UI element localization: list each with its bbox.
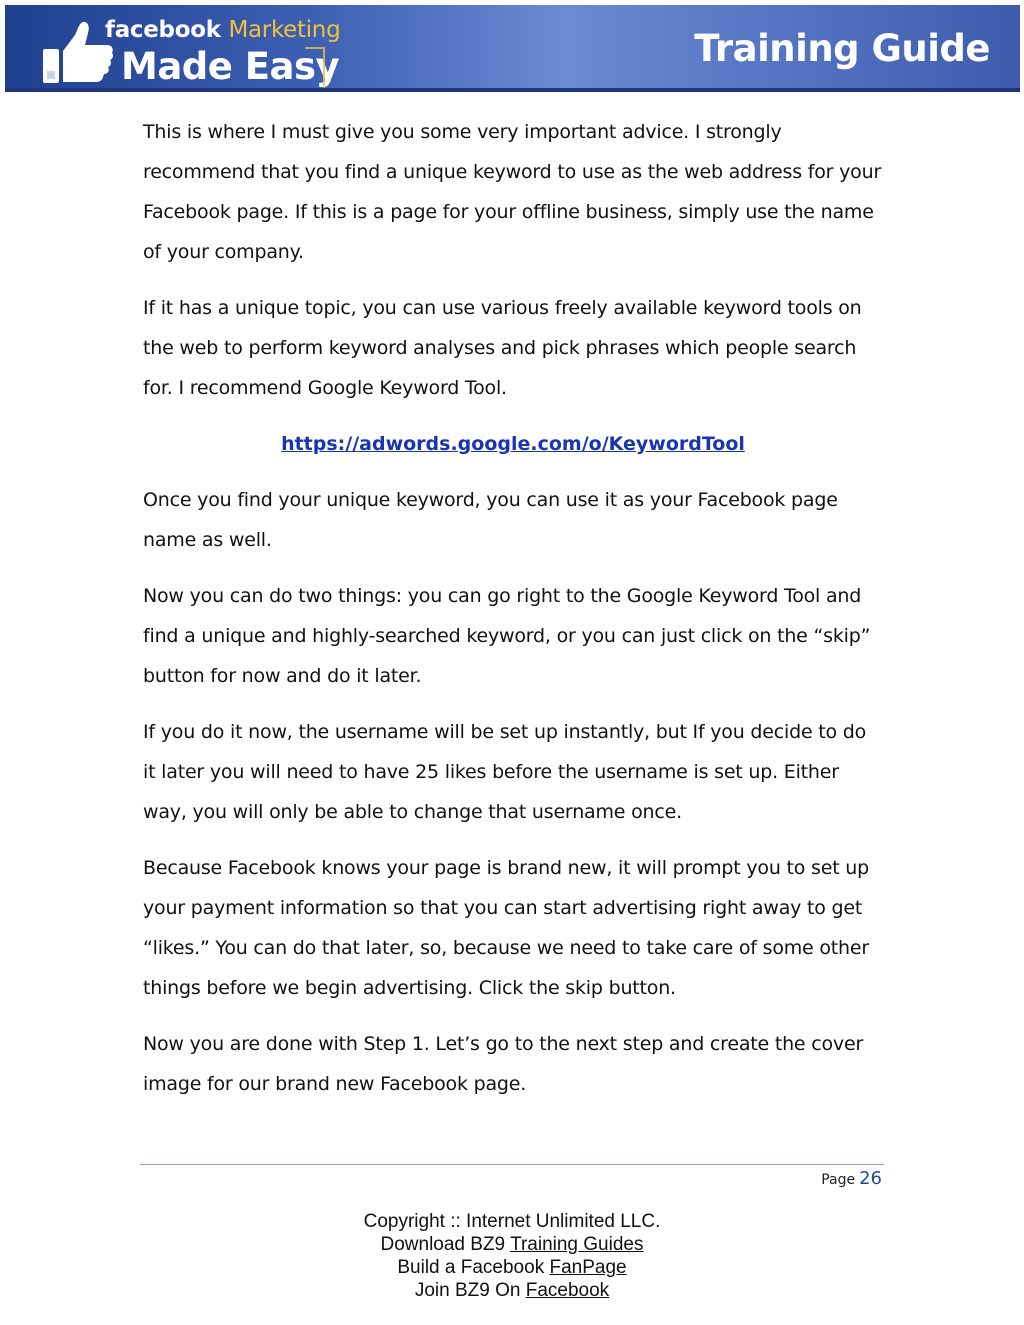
banner-title: Training Guide <box>694 27 990 70</box>
keyword-tool-link[interactable]: https://adwords.google.com/o/KeywordTool <box>281 433 745 455</box>
main-content <box>143 112 883 1120</box>
paragraph-5: If you do it now, the username will be set up instantly, but If you decide to do it later you will need to have 25 likes before the username is set up. Either way, you will only be able to change that username once. <box>143 721 867 823</box>
join-line <box>0 1279 1024 1302</box>
paragraph-3: Once you find your unique keyword, you can use it as your Facebook page name as well. <box>143 489 838 551</box>
thumbs-up-icon <box>41 19 115 85</box>
fanpage-link[interactable]: FanPage <box>549 1257 627 1278</box>
footer-divider <box>140 1164 884 1165</box>
fanpage-prefix: Build a Facebook <box>397 1257 545 1278</box>
facebook-link[interactable]: Facebook <box>525 1280 610 1301</box>
download-line <box>0 1233 1024 1256</box>
logo-marketing-word: Marketing <box>228 17 341 43</box>
paragraph-7: Now you are done with Step 1. Let’s go to the next step and create the cover image for our brand new Facebook page. <box>143 1033 864 1095</box>
page-number <box>821 1168 882 1189</box>
page-label: Page <box>821 1172 856 1188</box>
training-guides-link[interactable]: Training Guides <box>510 1234 644 1255</box>
logo-made-easy: Made Easy <box>121 45 340 88</box>
logo-top-line <box>105 17 340 43</box>
paragraph-4: Now you can do two things: you can go right to the Google Keyword Tool and find a unique and highly-searched keyword, or you can just click on the “skip” button for now and do it later. <box>143 585 871 687</box>
paragraph-6: Because Facebook knows your page is brand new, it will prompt you to set up your payment information so that you can start advertising right away to get “likes.” You can do that later, so, because we need to take care of some other things before we begin advertising. Click the skip button. <box>143 857 870 999</box>
copyright-line: Copyright :: Internet Unlimited LLC. <box>363 1211 661 1232</box>
paragraph-1: This is where I must give you some very important advice. I strongly recommend that you find a unique keyword to use as the web address for your Facebook page. If this is a page for your offline business, simply use the name of your company. <box>143 121 882 263</box>
download-prefix: Download BZ9 <box>380 1234 506 1255</box>
link-line <box>143 424 883 464</box>
copyright-block <box>0 1210 1024 1302</box>
logo-facebook-word: facebook <box>105 17 221 43</box>
page-number-value: 26 <box>859 1168 882 1189</box>
logo-bracket-decoration <box>305 47 325 92</box>
paragraph-2: If it has a unique topic, you can use various freely available keyword tools on the web to perform keyword analyses and pick phrases which people search for. I recommend Google Keyword Tool. <box>143 297 862 399</box>
join-prefix: Join BZ9 On <box>414 1280 521 1301</box>
header-banner <box>5 5 1020 92</box>
fanpage-line <box>0 1256 1024 1279</box>
